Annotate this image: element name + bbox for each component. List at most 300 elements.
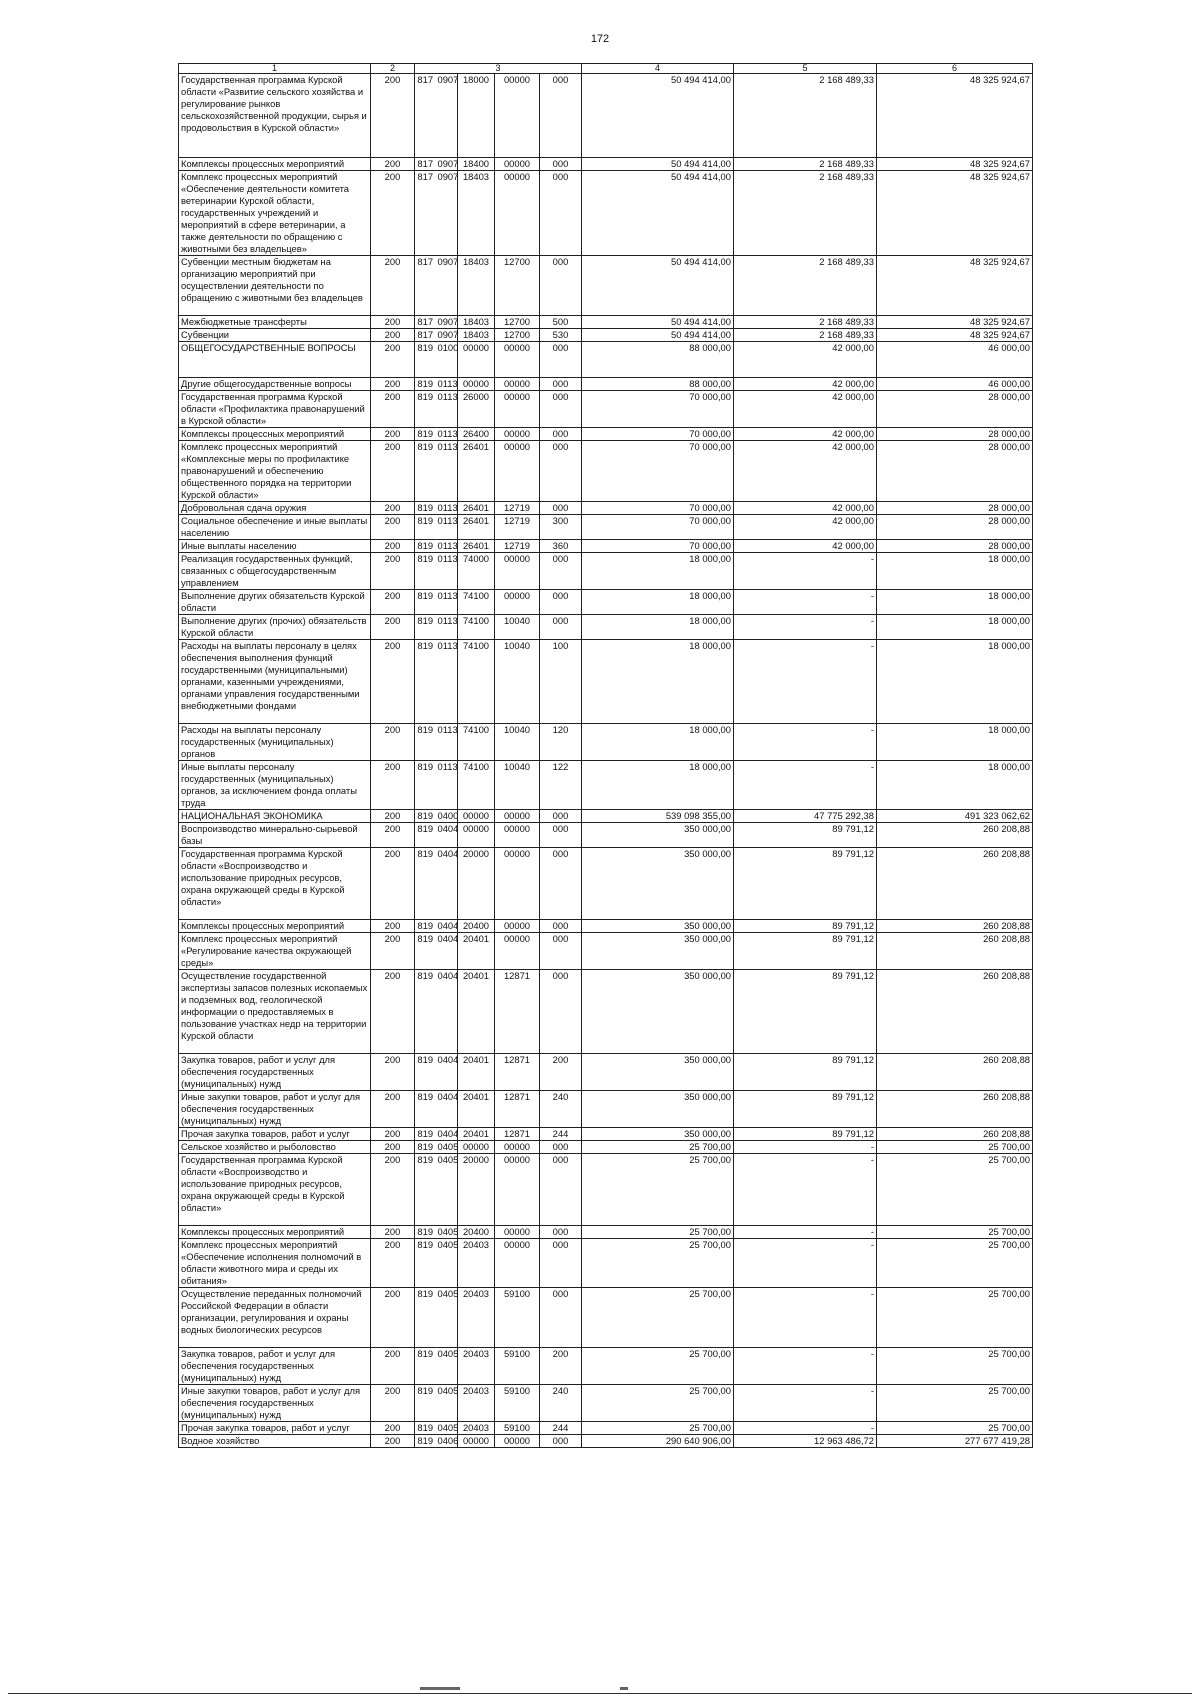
table-row [179,515,1033,540]
row-expense-type-code: 000 [540,848,582,920]
row-program-code: 74100 [458,615,495,640]
row-code: 200 [371,1226,415,1239]
row-section-code: 0907 [436,171,458,256]
row-section-code: 0113 [436,441,458,502]
table-row [179,920,1033,933]
row-dept-code: 819 [415,441,436,502]
row-value-col5: 89 791,12 [734,920,877,933]
row-name: Комплекс процессных мероприятий «Регулирование качества окружающей среды» [179,933,371,970]
table-row [179,1385,1033,1422]
row-direction-code: 10040 [495,724,540,761]
row-value-col4: 50 494 414,00 [582,329,734,342]
row-direction-code: 00000 [495,1239,540,1288]
table-row [179,428,1033,441]
row-value-col6: 260 208,88 [877,933,1033,970]
row-value-col6: 491 323 062,62 [877,810,1033,823]
row-expense-type-code: 000 [540,590,582,615]
table-row [179,1141,1033,1154]
row-program-code: 20403 [458,1239,495,1288]
row-value-col4: 88 000,00 [582,342,734,378]
row-value-col6: 25 700,00 [877,1348,1033,1385]
row-expense-type-code: 000 [540,810,582,823]
row-dept-code: 819 [415,378,436,391]
row-name: Прочая закупка товаров, работ и услуг [179,1422,371,1435]
row-code: 200 [371,1054,415,1091]
row-expense-type-code: 000 [540,823,582,848]
row-value-col5: - [734,1154,877,1226]
row-direction-code: 00000 [495,171,540,256]
row-name: Комплекс процессных мероприятий «Обеспечение деятельности комитета ветеринарии Курской области, государственных учреждений и мероприятий в сфере ветеринарии, а также деятельности по обращению с животными без владельцев» [179,171,371,256]
table-row [179,441,1033,502]
row-name: Выполнение других обязательств Курской области [179,590,371,615]
row-value-col6: 18 000,00 [877,590,1033,615]
row-value-col6: 25 700,00 [877,1422,1033,1435]
header-cell: 6 [877,64,1033,74]
row-value-col5: - [734,590,877,615]
row-program-code: 20000 [458,848,495,920]
row-direction-code: 00000 [495,441,540,502]
table-row [179,970,1033,1054]
row-value-col4: 70 000,00 [582,540,734,553]
row-value-col6: 25 700,00 [877,1141,1033,1154]
table-row [179,329,1033,342]
row-value-col6: 260 208,88 [877,823,1033,848]
row-code: 200 [371,823,415,848]
row-program-code: 26401 [458,515,495,540]
row-expense-type-code: 000 [540,1141,582,1154]
row-value-col4: 88 000,00 [582,378,734,391]
row-value-col4: 350 000,00 [582,1054,734,1091]
row-code: 200 [371,590,415,615]
row-value-col4: 350 000,00 [582,933,734,970]
table-row [179,724,1033,761]
row-value-col6: 48 325 924,67 [877,316,1033,329]
row-program-code: 00000 [458,1141,495,1154]
row-value-col6: 48 325 924,67 [877,256,1033,316]
row-code: 200 [371,391,415,428]
row-value-col5: 42 000,00 [734,378,877,391]
row-value-col5: 47 775 292,38 [734,810,877,823]
row-value-col4: 350 000,00 [582,970,734,1054]
row-value-col5: 42 000,00 [734,515,877,540]
table-row [179,1054,1033,1091]
row-dept-code: 819 [415,920,436,933]
row-direction-code: 59100 [495,1385,540,1422]
row-value-col6: 48 325 924,67 [877,74,1033,158]
row-dept-code: 819 [415,590,436,615]
table-row [179,391,1033,428]
row-value-col4: 18 000,00 [582,590,734,615]
row-direction-code: 00000 [495,74,540,158]
row-dept-code: 819 [415,515,436,540]
row-code: 200 [371,1385,415,1422]
row-program-code: 20401 [458,1128,495,1141]
scan-edge-line [8,1693,1192,1694]
row-direction-code: 00000 [495,342,540,378]
row-section-code: 0405 [436,1348,458,1385]
row-value-col4: 25 700,00 [582,1141,734,1154]
row-value-col4: 350 000,00 [582,1091,734,1128]
row-direction-code: 00000 [495,1141,540,1154]
table-row [179,590,1033,615]
row-section-code: 0405 [436,1288,458,1348]
row-value-col6: 25 700,00 [877,1239,1033,1288]
table-row [179,342,1033,378]
row-code: 200 [371,1422,415,1435]
header-cell: 3 [415,64,582,74]
row-value-col4: 539 098 355,00 [582,810,734,823]
row-expense-type-code: 500 [540,316,582,329]
row-value-col5: 89 791,12 [734,1091,877,1128]
row-value-col5: - [734,1226,877,1239]
row-expense-type-code: 200 [540,1054,582,1091]
row-code: 200 [371,428,415,441]
row-name: Комплекс процессных мероприятий «Обеспечение исполнения полномочий в области животного мира и среды их обитания» [179,1239,371,1288]
row-dept-code: 819 [415,502,436,515]
row-section-code: 0113 [436,761,458,810]
row-name: Межбюджетные трансферты [179,316,371,329]
row-name: Осуществление переданных полномочий Российской Федерации в области организации, регулирования и охраны водных биологических ресурсов [179,1288,371,1348]
row-expense-type-code: 000 [540,933,582,970]
row-value-col5: 12 963 486,72 [734,1435,877,1448]
row-code: 200 [371,502,415,515]
row-value-col4: 18 000,00 [582,615,734,640]
row-name: Комплексы процессных мероприятий [179,158,371,171]
row-code: 200 [371,316,415,329]
row-value-col5: - [734,1385,877,1422]
row-value-col4: 25 700,00 [582,1288,734,1348]
row-dept-code: 819 [415,810,436,823]
row-direction-code: 00000 [495,428,540,441]
row-section-code: 0405 [437,1422,459,1433]
row-dept-code: 819 [415,1435,436,1448]
row-section-code: 0404 [436,1091,458,1128]
row-value-col5: 2 168 489,33 [734,158,877,171]
table-row [179,823,1033,848]
row-dept-code: 817 [415,158,436,171]
row-value-col6: 28 000,00 [877,391,1033,428]
row-value-col6: 28 000,00 [877,502,1033,515]
row-expense-type-code: 000 [540,158,582,171]
row-dept-code: 819 [415,1141,436,1154]
row-value-col6: 46 000,00 [877,342,1033,378]
row-expense-type-code: 000 [540,171,582,256]
table-row [179,810,1033,823]
row-value-col4: 50 494 414,00 [582,256,734,316]
row-expense-type-code: 000 [540,1154,582,1226]
table-row [179,540,1033,553]
row-program-code: 20401 [458,1054,495,1091]
row-value-col5: 2 168 489,33 [734,329,877,342]
table-row [179,848,1033,920]
row-value-col6: 25 700,00 [877,1385,1033,1422]
row-section-code: 0113 [437,428,458,439]
row-value-col4: 18 000,00 [582,553,734,590]
row-program-code: 20403 [458,1422,495,1435]
row-value-col6: 25 700,00 [877,1154,1033,1226]
row-dept-code: 819 [415,823,436,848]
row-direction-code: 12719 [495,540,540,553]
row-section-code: 0404 [436,933,458,970]
row-program-code: 00000 [458,1435,495,1448]
row-expense-type-code: 360 [540,540,582,553]
row-value-col4: 25 700,00 [582,1226,734,1239]
row-direction-code: 00000 [495,823,540,848]
row-expense-type-code: 000 [540,1435,582,1448]
row-dept-code: 819 [415,1091,436,1128]
row-value-col5: - [734,553,877,590]
row-name: Осуществление государственной экспертизы запасов полезных ископаемых и подземных вод, геологической информации о предоставляемых в пользование участках недр на территории Курской области [179,970,371,1054]
row-expense-type-code: 530 [540,329,582,342]
table-row [179,1154,1033,1226]
row-direction-code: 59100 [495,1422,540,1435]
row-program-code: 20403 [458,1385,495,1422]
table-row [179,316,1033,329]
row-expense-type-code: 120 [540,724,582,761]
row-code: 200 [371,1288,415,1348]
row-program-code: 18000 [458,74,495,158]
row-program-code: 00000 [458,810,495,823]
row-value-col5: - [734,1288,877,1348]
row-value-col5: - [734,1141,877,1154]
row-code: 200 [371,1154,415,1226]
row-program-code: 18403 [458,171,495,256]
row-code: 200 [371,1141,415,1154]
row-code: 200 [371,158,415,171]
row-name: Комплексы процессных мероприятий [179,1226,371,1239]
row-section-code: 0113 [436,615,458,640]
row-dept-code: 819 [415,1226,436,1239]
row-name: Расходы на выплаты персоналу в целях обеспечения выполнения функций государственными (муниципальными) органами, казенными учреждениями, органами управления государственными внебюджетными фондами [179,640,371,724]
row-dept-code: 819 [415,615,436,640]
table-row [179,502,1033,515]
row-value-col6: 260 208,88 [877,1091,1033,1128]
scan-mark [420,1687,460,1690]
row-section-code: 0113 [437,502,458,513]
row-program-code: 18403 [458,316,495,329]
row-expense-type-code: 000 [540,378,582,391]
row-code: 200 [371,761,415,810]
table-row [179,1091,1033,1128]
row-value-col4: 350 000,00 [582,1128,734,1141]
row-direction-code: 10040 [495,640,540,724]
row-direction-code: 10040 [495,761,540,810]
row-value-col4: 18 000,00 [582,761,734,810]
table-row [179,553,1033,590]
row-program-code: 00000 [458,378,495,391]
row-direction-code: 00000 [495,378,540,391]
row-value-col6: 28 000,00 [877,540,1033,553]
row-value-col6: 260 208,88 [877,848,1033,920]
row-expense-type-code: 000 [540,441,582,502]
table-row [179,378,1033,391]
row-direction-code: 12700 [495,256,540,316]
row-section-code: 0405 [436,1385,458,1422]
row-dept-code: 819 [415,1288,436,1348]
row-value-col4: 290 640 906,00 [582,1435,734,1448]
page-number: 172 [590,33,610,45]
row-value-col6: 260 208,88 [877,1054,1033,1091]
row-expense-type-code: 000 [540,615,582,640]
row-expense-type-code: 000 [540,553,582,590]
row-section-code: 0405 [436,1239,458,1288]
row-section-code: 0100 [436,342,458,378]
row-dept-code: 819 [415,428,436,441]
row-dept-code: 819 [415,1422,436,1435]
row-value-col6: 18 000,00 [877,553,1033,590]
row-program-code: 18403 [458,329,495,342]
row-direction-code: 12871 [495,1091,540,1128]
row-value-col6: 18 000,00 [877,761,1033,810]
row-value-col5: 2 168 489,33 [734,256,877,316]
row-program-code: 20000 [458,1154,495,1226]
row-value-col4: 25 700,00 [582,1239,734,1288]
row-code: 200 [371,329,415,342]
row-dept-code: 819 [415,1128,436,1141]
row-value-col4: 70 000,00 [582,391,734,428]
row-code: 200 [371,342,415,378]
row-name: Другие общегосударственные вопросы [179,378,371,391]
row-direction-code: 10040 [495,615,540,640]
row-value-col5: 2 168 489,33 [734,171,877,256]
row-section-code: 0405 [436,1154,458,1226]
row-value-col4: 50 494 414,00 [582,171,734,256]
row-direction-code: 00000 [495,810,540,823]
row-program-code: 26401 [458,502,495,515]
row-value-col6: 260 208,88 [877,970,1033,1054]
row-dept-code: 819 [415,1054,436,1091]
row-dept-code: 819 [415,761,436,810]
row-name: Иные выплаты населению [179,540,371,553]
row-section-code: 0404 [436,848,458,920]
row-value-col6: 46 000,00 [877,378,1033,391]
row-expense-type-code: 000 [540,391,582,428]
row-code: 200 [371,74,415,158]
row-program-code: 20401 [458,970,495,1054]
row-code: 200 [371,540,415,553]
row-name: Государственная программа Курской области «Воспроизводство и использование природных ресурсов, охрана окружающей среды в Курской области» [179,1154,371,1226]
row-value-col6: 25 700,00 [877,1288,1033,1348]
row-name: Государственная программа Курской области «Развитие сельского хозяйства и регулирование рынков сельскохозяйственной продукции, сырья и продовольствия в Курской области» [179,74,371,158]
row-section-code: 0404 [437,1128,459,1139]
row-dept-code: 817 [415,329,436,342]
row-name: Государственная программа Курской области «Профилактика правонарушений в Курской области» [179,391,371,428]
row-value-col6: 260 208,88 [877,1128,1033,1141]
table-row [179,1239,1033,1288]
row-expense-type-code: 240 [540,1091,582,1128]
row-value-col5: - [734,615,877,640]
row-section-code: 0404 [437,920,459,931]
row-name: Воспроизводство минерально-сырьевой базы [179,823,371,848]
row-code: 200 [371,724,415,761]
row-value-col4: 25 700,00 [582,1154,734,1226]
row-expense-type-code: 000 [540,256,582,316]
row-code: 200 [371,848,415,920]
table-row [179,1288,1033,1348]
row-value-col4: 25 700,00 [582,1385,734,1422]
row-name: Выполнение других (прочих) обязательств Курской области [179,615,371,640]
row-code: 200 [371,441,415,502]
row-program-code: 20403 [458,1348,495,1385]
table-row [179,1435,1033,1448]
row-value-col4: 50 494 414,00 [582,158,734,171]
row-direction-code: 00000 [495,920,540,933]
row-value-col6: 25 700,00 [877,1226,1033,1239]
table-row [179,171,1033,256]
row-dept-code: 819 [415,553,436,590]
row-name: ОБЩЕГОСУДАРСТВЕННЫЕ ВОПРОСЫ [179,342,371,378]
row-value-col5: - [734,1348,877,1385]
row-value-col5: 42 000,00 [734,540,877,553]
row-program-code: 26401 [458,540,495,553]
row-direction-code: 59100 [495,1288,540,1348]
row-code: 200 [371,1348,415,1385]
row-code: 200 [371,171,415,256]
row-direction-code: 00000 [495,158,540,171]
row-section-code: 0907 [436,74,458,158]
row-section-code: 0405 [437,1226,459,1237]
row-name: Водное хозяйство [179,1435,371,1448]
row-program-code: 74100 [458,640,495,724]
row-value-col5: 89 791,12 [734,933,877,970]
row-code: 200 [371,810,415,823]
row-section-code: 0907 [437,316,459,327]
row-name: Расходы на выплаты персоналу государственных (муниципальных) органов [179,724,371,761]
row-code: 200 [371,1091,415,1128]
row-section-code: 0907 [437,158,459,169]
row-direction-code: 12719 [495,515,540,540]
row-expense-type-code: 000 [540,920,582,933]
row-code: 200 [371,1239,415,1288]
row-section-code: 0404 [436,823,458,848]
row-program-code: 26000 [458,391,495,428]
row-value-col4: 50 494 414,00 [582,316,734,329]
row-direction-code: 00000 [495,553,540,590]
row-value-col5: 2 168 489,33 [734,74,877,158]
row-section-code: 0113 [436,724,458,761]
row-section-code: 0113 [436,640,458,724]
row-dept-code: 817 [415,74,436,158]
row-expense-type-code: 122 [540,761,582,810]
row-value-col5: 89 791,12 [734,848,877,920]
row-code: 200 [371,970,415,1054]
row-value-col5: 42 000,00 [734,342,877,378]
row-name: Иные закупки товаров, работ и услуг для обеспечения государственных (муниципальных) нужд [179,1385,371,1422]
row-expense-type-code: 244 [540,1422,582,1435]
row-section-code: 0113 [437,378,458,389]
row-value-col5: - [734,1422,877,1435]
row-value-col4: 70 000,00 [582,428,734,441]
row-direction-code: 12700 [495,316,540,329]
row-value-col4: 350 000,00 [582,823,734,848]
row-code: 200 [371,933,415,970]
row-program-code: 26400 [458,428,495,441]
row-section-code: 0404 [436,1054,458,1091]
row-value-col4: 70 000,00 [582,441,734,502]
row-program-code: 00000 [458,823,495,848]
table-row [179,933,1033,970]
row-name: НАЦИОНАЛЬНАЯ ЭКОНОМИКА [179,810,371,823]
row-direction-code: 00000 [495,848,540,920]
row-section-code: 0404 [436,970,458,1054]
row-code: 200 [371,1128,415,1141]
row-value-col4: 50 494 414,00 [582,74,734,158]
header-cell: 4 [582,64,734,74]
row-section-code: 0113 [436,515,458,540]
row-dept-code: 819 [415,1385,436,1422]
row-value-col5: 42 000,00 [734,441,877,502]
row-program-code: 74000 [458,553,495,590]
